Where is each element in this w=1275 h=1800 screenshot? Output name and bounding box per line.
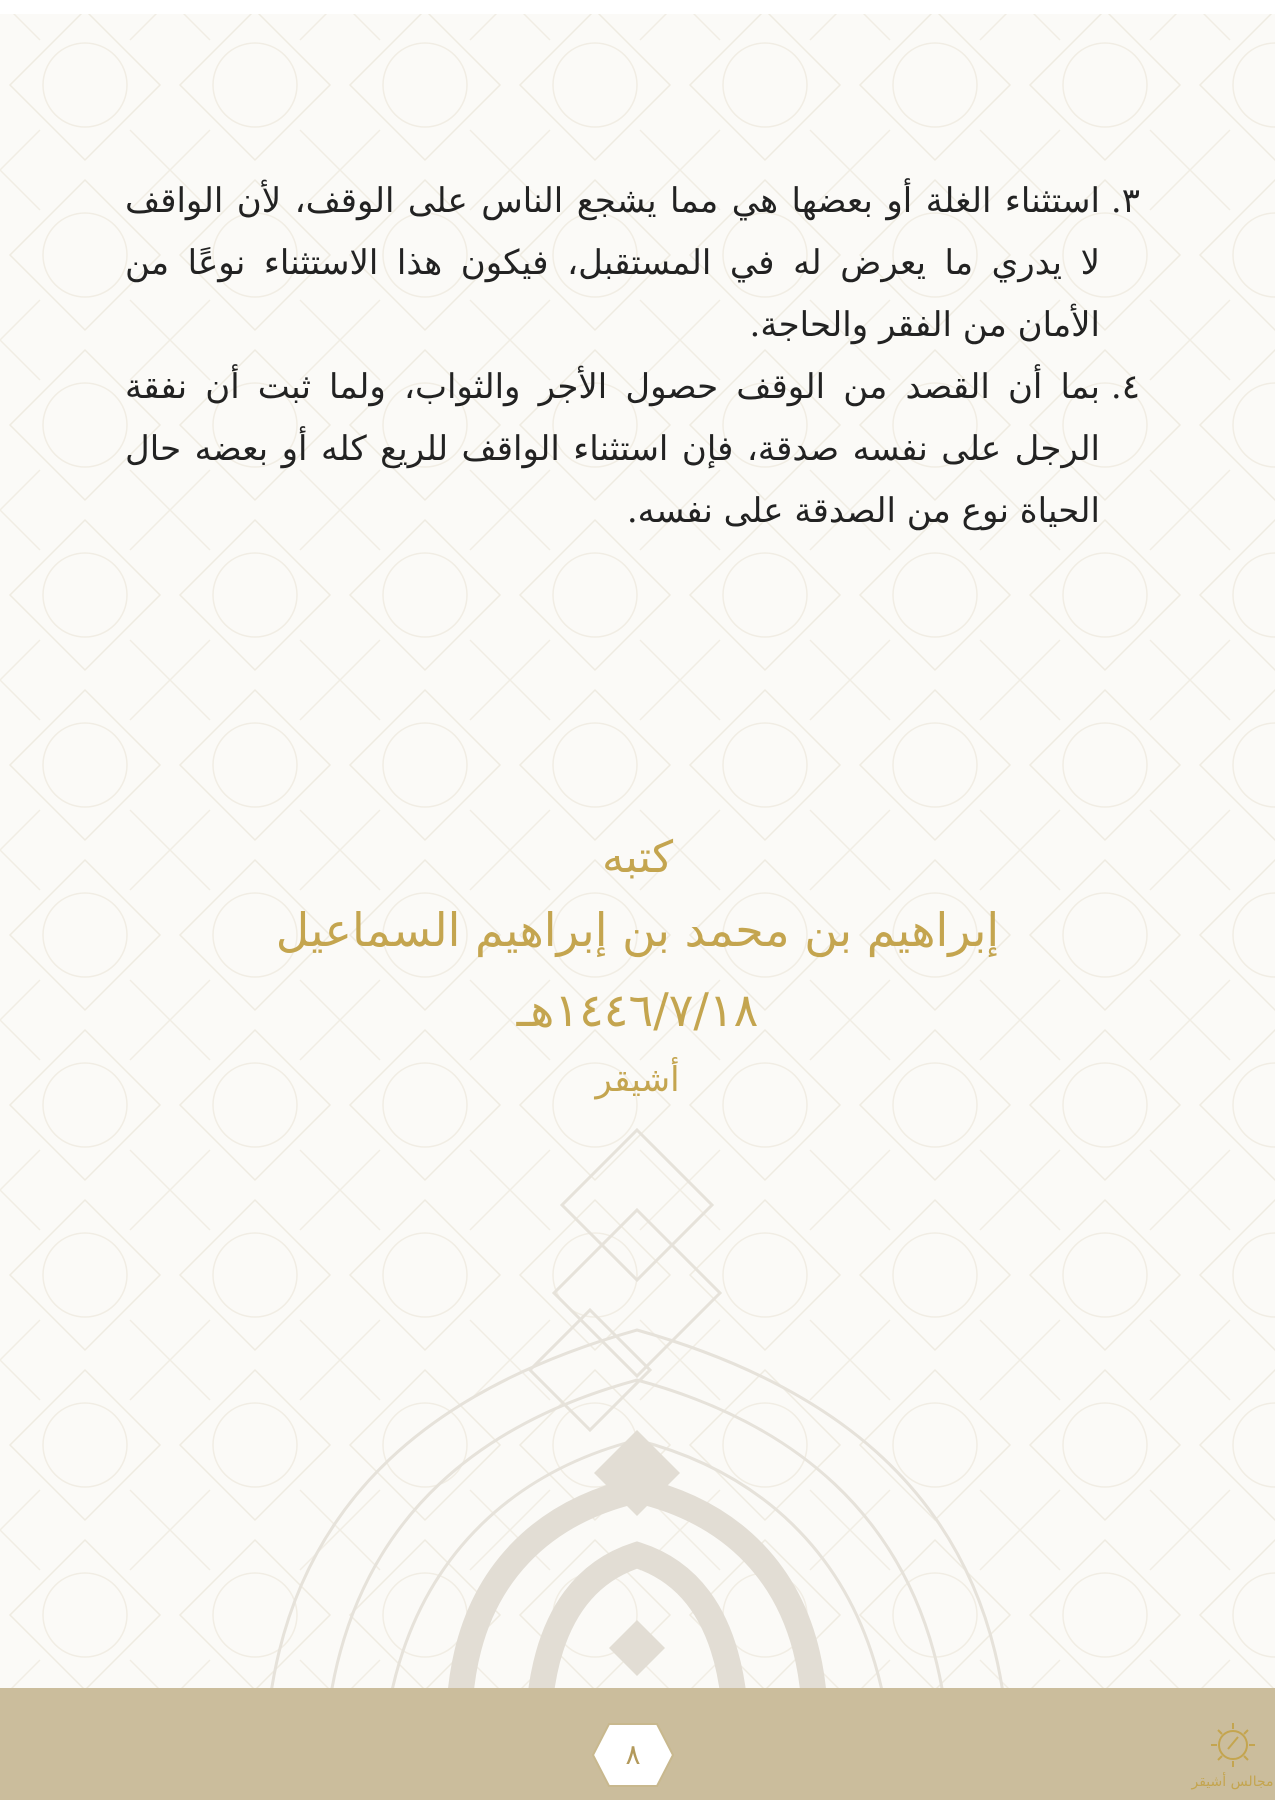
signature-place: أشيقر [595,1060,680,1100]
numbered-list [125,170,1140,542]
list-item-number: ٤. [1110,367,1140,407]
list-item-number: ٣. [1110,181,1140,221]
signature-date: ١٤٤٦/٧/١٨هـ [516,983,759,1037]
page-number: ٨ [625,1738,641,1771]
brand-name: مجالس أشيقر [1191,1774,1274,1790]
signature-label: كتبه [601,832,674,883]
watermark-emblem-icon [0,1100,1275,1700]
top-margin-strip [0,0,1275,14]
list-item-text: استثناء الغلة أو بعضها هي مما يشجع الناس على الوقف، لأن الواقف لا يدري ما يعرض له في المستقبل، فيكون هذا الاستثناء نوعًا من الأمان من الفقر والحاجة. [125,181,1100,345]
list-item-text: بما أن القصد من الوقف حصول الأجر والثواب، ولما ثبت أن نفقة الرجل على نفسه صدقة، فإن استثناء الواقف للريع كله أو بعضه حال الحياة نوع من الصدقة على نفسه. [125,367,1100,531]
list-item [125,170,1140,356]
author-name: إبراهيم بن محمد بن إبراهيم السماعيل [275,903,1000,957]
list-item [125,356,1140,542]
signature-block [0,828,1275,1112]
